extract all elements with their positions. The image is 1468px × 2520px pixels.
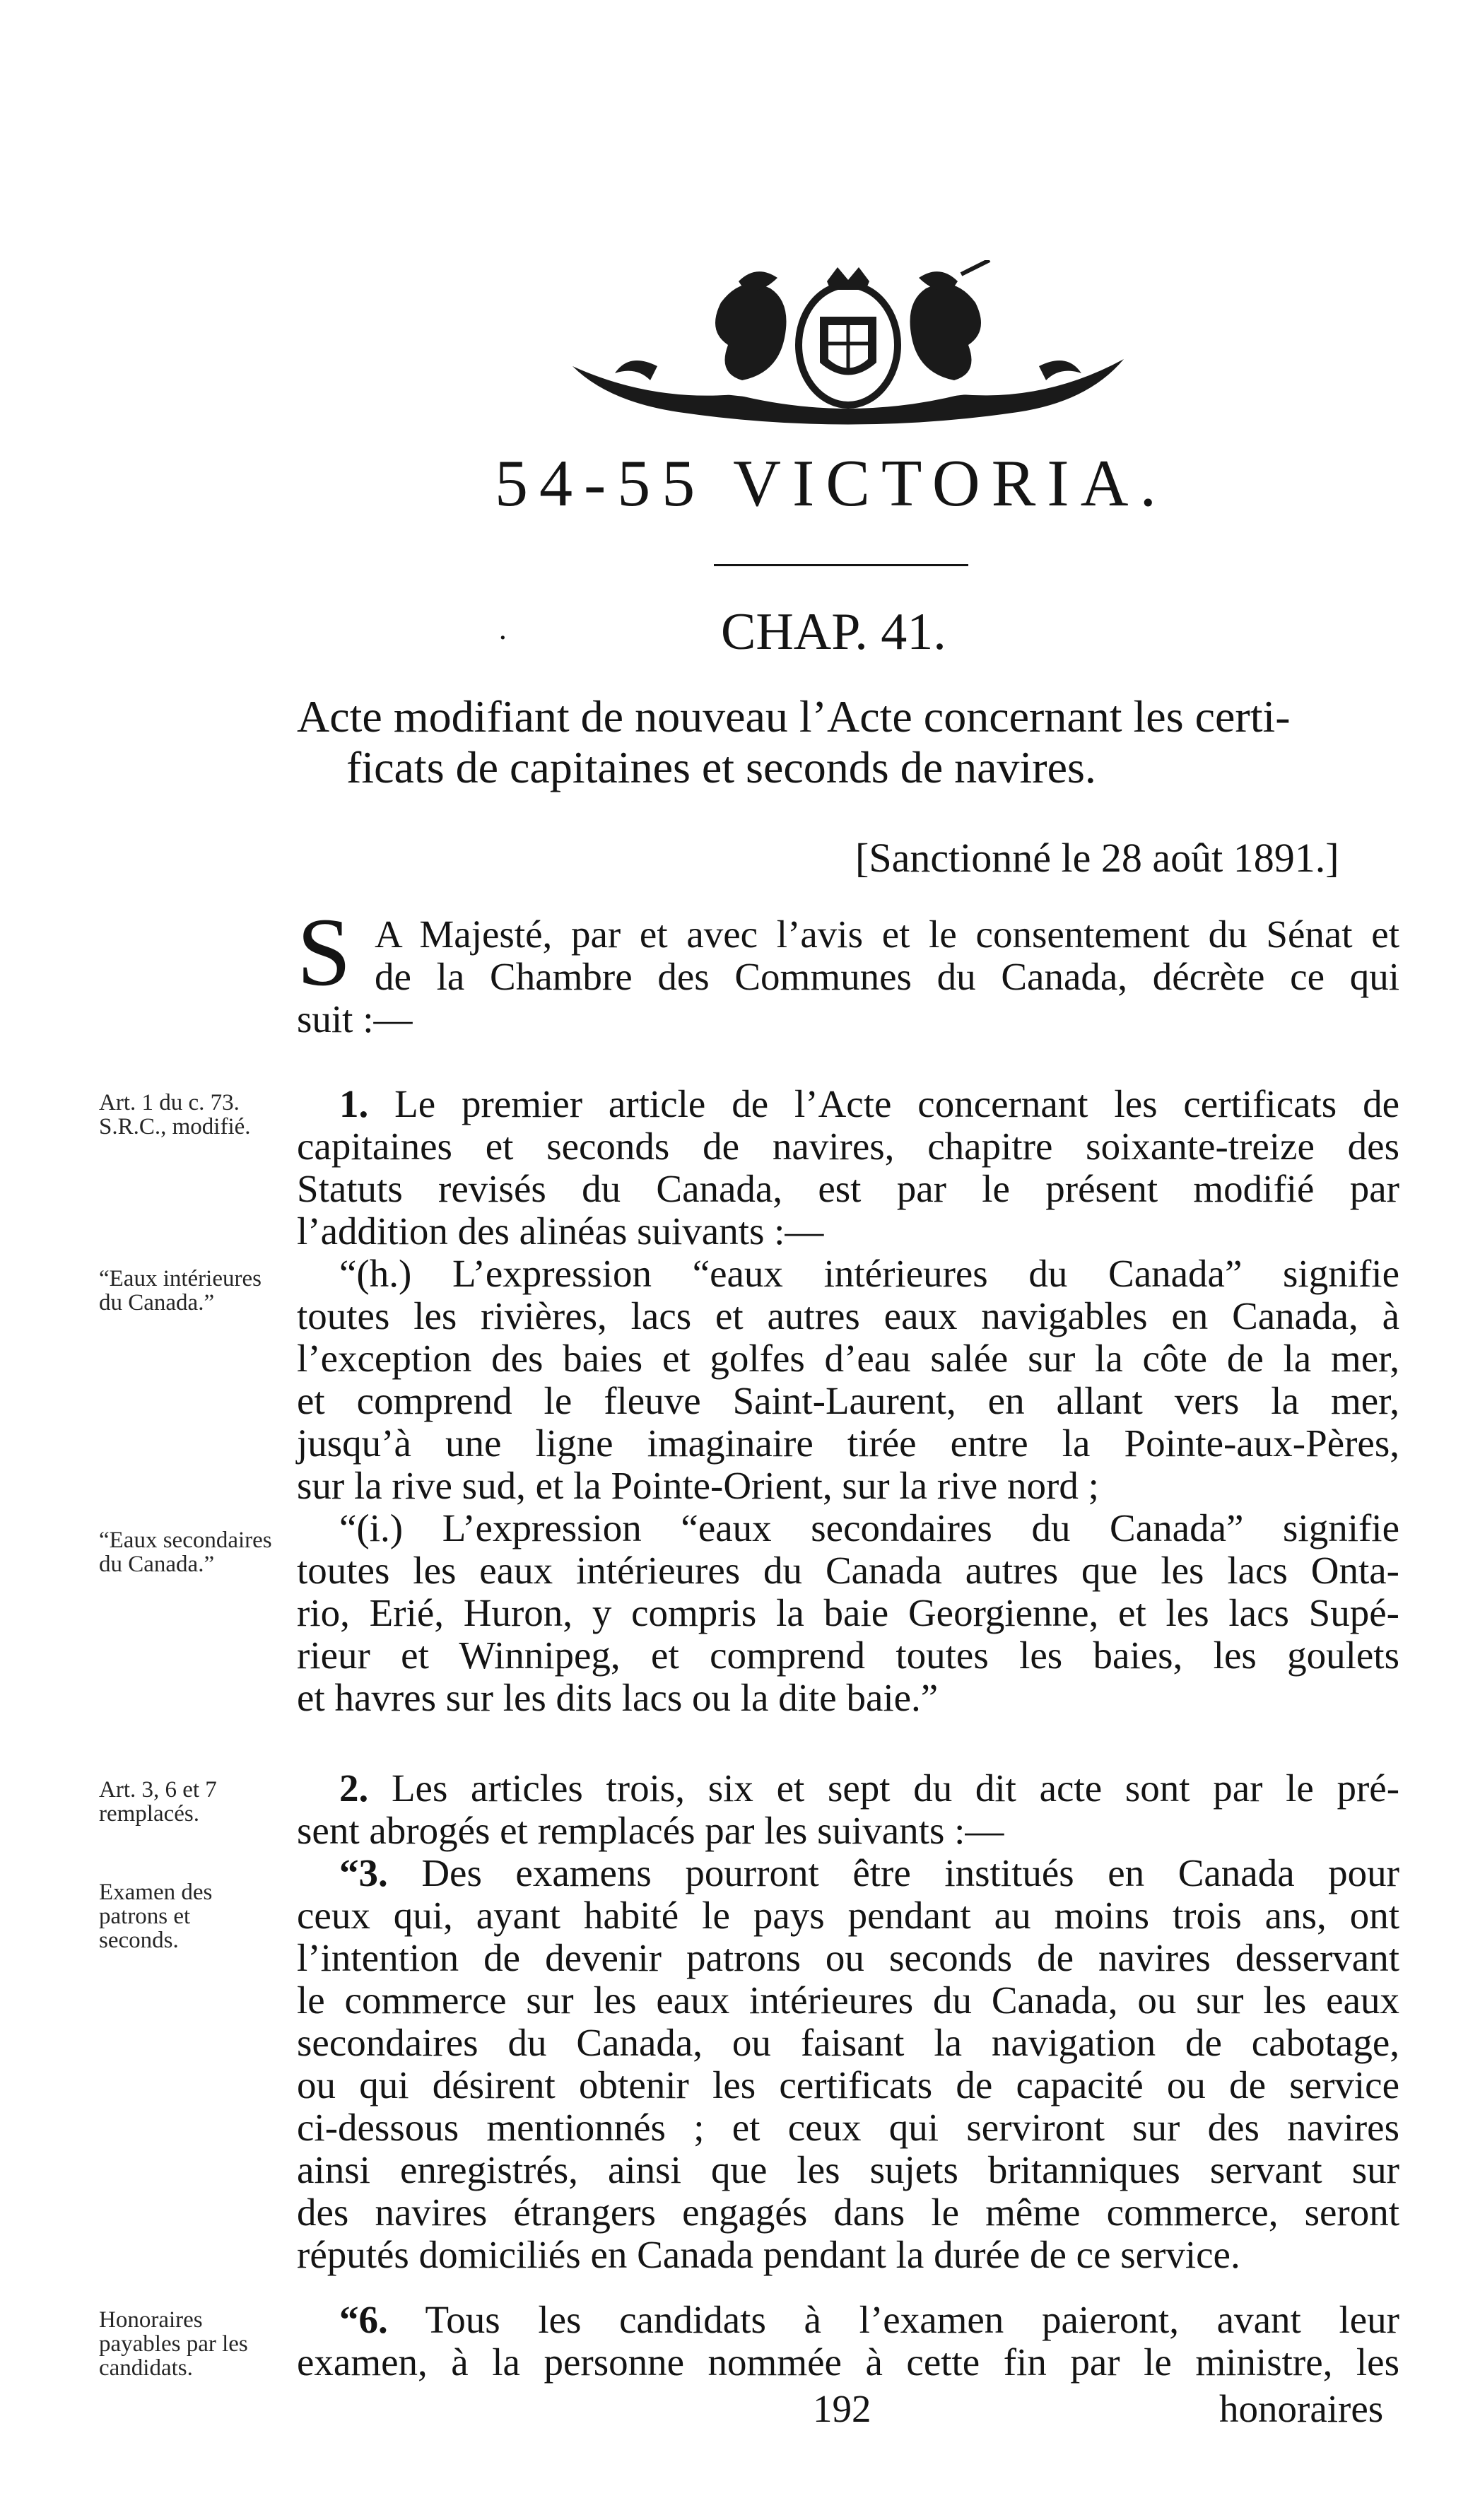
sanction-date: [Sanctionné le 28 août 1891.] [855, 835, 1339, 881]
text-line: A Majesté, par et avec l’avis et le consentement du Sénat et [375, 913, 1399, 956]
text-line: jusqu’à une ligne imaginaire tirée entre la Pointe-aux-Pères, [297, 1422, 1399, 1465]
act-title [297, 691, 1399, 793]
margin-note: “Eaux secondaires du Canada.” [99, 1528, 272, 1577]
divider-rule [714, 564, 968, 566]
act-title-line: Acte modifiant de nouveau l’Acte concernant les certi- [297, 691, 1291, 742]
text-line: capitaines et seconds de navires, chapitre soixante-treize des [297, 1125, 1399, 1168]
text-line: l’addition des alinéas suivants :— [297, 1209, 824, 1253]
margin-note: Examen des patrons et seconds. [99, 1880, 213, 1953]
text-line: des navires étrangers engagés dans le même commerce, seront [297, 2191, 1399, 2234]
text-line: ou qui désirent obtenir les certificats de capacité ou de service [297, 2063, 1399, 2106]
text-line: 1. Le premier article de l’Acte concernant les certificats de [339, 1082, 1399, 1125]
article-number: “3. [339, 1851, 388, 1894]
text-line: ci-dessous mentionnés ; et ceux qui serviront sur des navires [297, 2106, 1399, 2149]
article-number: “6. [339, 2298, 388, 2341]
margin-note: Art. 3, 6 et 7 remplacés. [99, 1777, 217, 1827]
text-line: de la Chambre des Communes du Canada, décrète ce qui [375, 955, 1399, 998]
act-title-line: ficats de capitaines et seconds de navires. [346, 742, 1096, 792]
text-line: sur la rive sud, et la Pointe-Orient, sur la rive nord ; [297, 1464, 1099, 1507]
text-line: 2. Les articles trois, six et sept du dit acte sont par le pré- [339, 1766, 1400, 1810]
text-line: l’intention de devenir patrons ou seconds de navires desservant [297, 1936, 1399, 1979]
section-2 [297, 1767, 1399, 2276]
text-line: rieur et Winnipeg, et comprend toutes les baies, les goulets [297, 1634, 1399, 1677]
text-line: et comprend le fleuve Saint-Laurent, en allant vers la mer, [297, 1379, 1399, 1422]
text-line: suit :— [297, 997, 413, 1041]
stray-mark: · [498, 622, 507, 655]
text-line: toutes les rivières, lacs et autres eaux navigables en Canada, à [297, 1294, 1399, 1337]
text-line: “(h.) L’expression “eaux intérieures du Canada” signifie [339, 1252, 1399, 1295]
margin-note: “Eaux intérieures du Canada.” [99, 1266, 262, 1315]
reign-heading: 54-55 VICTORIA. [495, 447, 1168, 520]
section-number: 2. [339, 1766, 369, 1810]
catchword: honoraires [1219, 2387, 1384, 2430]
text-line: secondaires du Canada, ou faisant la navigation de cabotage, [297, 2021, 1399, 2064]
drop-cap: S [297, 898, 351, 1006]
margin-note: Honoraires payables par les candidats. [99, 2307, 248, 2381]
enacting-clause [297, 913, 1399, 1041]
royal-coat-of-arms-icon [565, 260, 1131, 430]
text-line: ainsi enregistrés, ainsi que les sujets britanniques servant sur [297, 2148, 1399, 2191]
text-line: toutes les eaux intérieures du Canada autres que les lacs Onta- [297, 1549, 1399, 1592]
chapter-heading: CHAP. 41. [721, 603, 946, 661]
article-6 [297, 2299, 1399, 2384]
text-line: “3. Des examens pourront être institués en Canada pour [339, 1851, 1399, 1894]
text-line: l’exception des baies et golfes d’eau salée sur la côte de la mer, [297, 1337, 1399, 1380]
text-line: sent abrogés et remplacés par les suivants :— [297, 1809, 1004, 1852]
section-number: 1. [339, 1082, 369, 1125]
text-line: rio, Erié, Huron, y compris la baie Georgienne, et les lacs Supé- [297, 1591, 1399, 1634]
text-line: Statuts revisés du Canada, est par le présent modifié par [297, 1167, 1399, 1210]
text-line: le commerce sur les eaux intérieures du Canada, ou sur les eaux [297, 1979, 1399, 2022]
section-1 [297, 1083, 1399, 1719]
text-line: “6. Tous les candidats à l’examen paieront, avant leur [339, 2298, 1399, 2341]
margin-note: Art. 1 du c. 73. S.R.C., modifié. [99, 1090, 251, 1139]
page-number: 192 [813, 2387, 871, 2430]
text-line: “(i.) L’expression “eaux secondaires du Canada” signifie [339, 1506, 1399, 1549]
text-line: réputés domiciliés en Canada pendant la durée de ce service. [297, 2233, 1240, 2276]
text-line: ceux qui, ayant habité le pays pendant au moins trois ans, ont [297, 1894, 1399, 1937]
text-line: et havres sur les dits lacs ou la dite baie.” [297, 1676, 939, 1719]
text-line: examen, à la personne nommée à cette fin par le ministre, les [297, 2340, 1399, 2384]
